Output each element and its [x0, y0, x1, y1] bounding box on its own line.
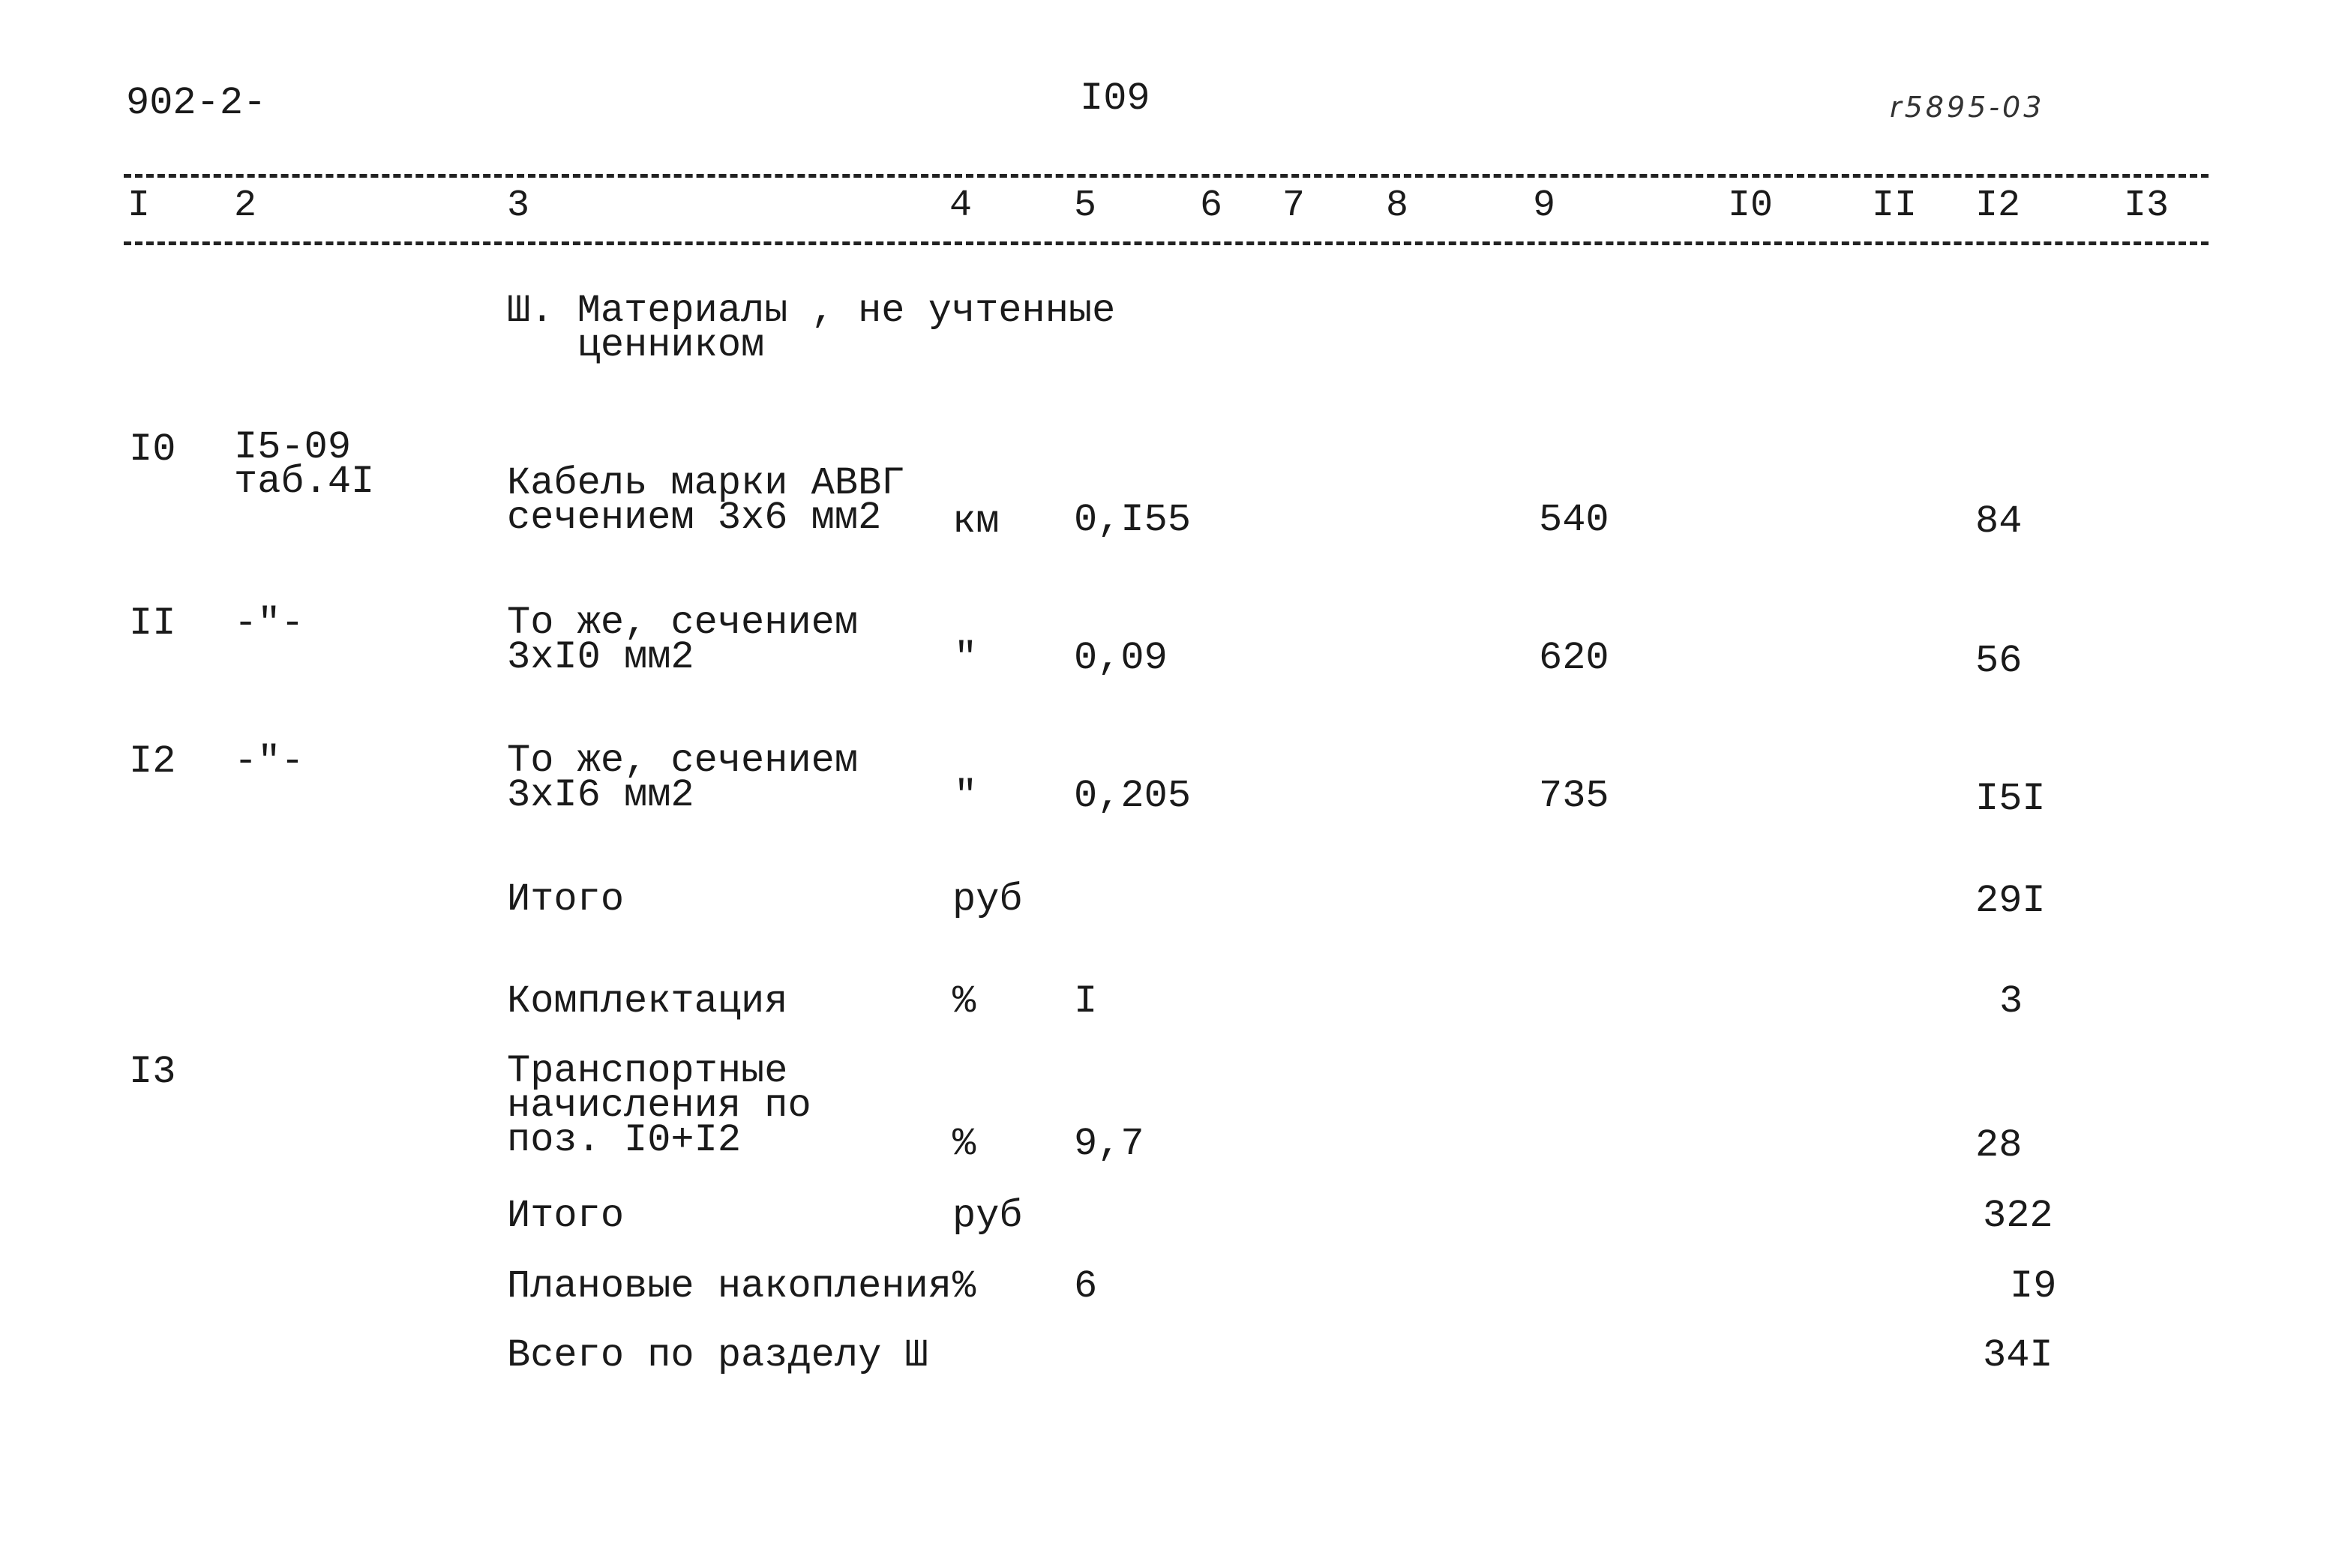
row-quantity: 0,I55 — [1074, 498, 1192, 542]
summary-total: 322 — [1983, 1194, 2053, 1238]
row-total: 56 — [1975, 639, 2023, 683]
document-code: 902-2- — [126, 81, 267, 125]
summary-quantity: 6 — [1074, 1264, 1098, 1309]
section-title: Ш. Материалы , не учтенные ценником — [507, 289, 1116, 367]
row-position: I2 — [129, 739, 176, 784]
summary-name: Всего по разделу Ш — [507, 1333, 928, 1378]
summary-quantity: 9,7 — [1074, 1122, 1144, 1166]
summary-name: Итого — [507, 1194, 625, 1238]
summary-name: Транспортные начисления по поз. I0+I2 — [507, 1049, 811, 1162]
summary-unit: % — [952, 1122, 976, 1166]
row-reference: -"- — [234, 739, 304, 784]
column-header-10: I0 — [1728, 184, 1774, 227]
header-bottom-rule — [124, 241, 2209, 245]
column-header-8: 8 — [1386, 184, 1409, 227]
row-position: I0 — [129, 427, 176, 472]
header-top-rule — [124, 174, 2209, 178]
row-unit: " — [954, 636, 978, 680]
column-header-13: I3 — [2124, 184, 2170, 227]
row-price: 735 — [1539, 774, 1609, 818]
summary-name: Комплектация — [507, 979, 788, 1024]
summary-quantity: I — [1074, 979, 1098, 1024]
row-name: Кабель марки АВВГ сечением 3х6 мм2 — [507, 461, 905, 540]
row-total: 84 — [1975, 499, 2023, 544]
row-name: То же, сечением 3хI0 мм2 — [507, 601, 859, 679]
column-header-1: I — [127, 184, 151, 227]
summary-total: 29I — [1975, 879, 2046, 923]
row-position: I3 — [129, 1050, 176, 1094]
summary-total: 3 — [1999, 979, 2023, 1024]
column-header-9: 9 — [1533, 184, 1556, 227]
row-price: 620 — [1539, 636, 1609, 680]
row-reference: -"- — [234, 601, 304, 646]
summary-unit: % — [952, 1264, 976, 1309]
row-price: 540 — [1539, 498, 1609, 542]
summary-unit: руб — [952, 877, 1023, 922]
column-header-2: 2 — [234, 184, 257, 227]
summary-name: Плановые накопления — [507, 1264, 952, 1309]
summary-total: 34I — [1983, 1333, 2053, 1378]
row-quantity: 0,09 — [1074, 636, 1168, 680]
row-unit: км — [952, 499, 1000, 544]
summary-name: Итого — [507, 877, 625, 922]
row-unit: " — [954, 774, 978, 818]
row-quantity: 0,205 — [1074, 774, 1192, 818]
row-reference: I5-09 таб.4I — [234, 425, 375, 504]
summary-total: I9 — [2010, 1264, 2057, 1309]
row-position: II — [129, 601, 176, 646]
column-header-7: 7 — [1282, 184, 1306, 227]
row-name: То же, сечением 3хI6 мм2 — [507, 739, 859, 817]
page-number: I09 — [1080, 76, 1150, 121]
summary-unit: % — [952, 979, 976, 1024]
row-total: I5I — [1975, 777, 2046, 821]
column-header-12: I2 — [1975, 184, 2021, 227]
summary-unit: руб — [952, 1194, 1023, 1238]
column-header-4: 4 — [949, 184, 973, 227]
column-header-3: 3 — [507, 184, 530, 227]
summary-total: 28 — [1975, 1123, 2023, 1168]
column-header-11: II — [1872, 184, 1918, 227]
column-header-5: 5 — [1074, 184, 1097, 227]
archive-stamp: r5895-03 — [1890, 91, 2045, 124]
column-header-6: 6 — [1200, 184, 1223, 227]
